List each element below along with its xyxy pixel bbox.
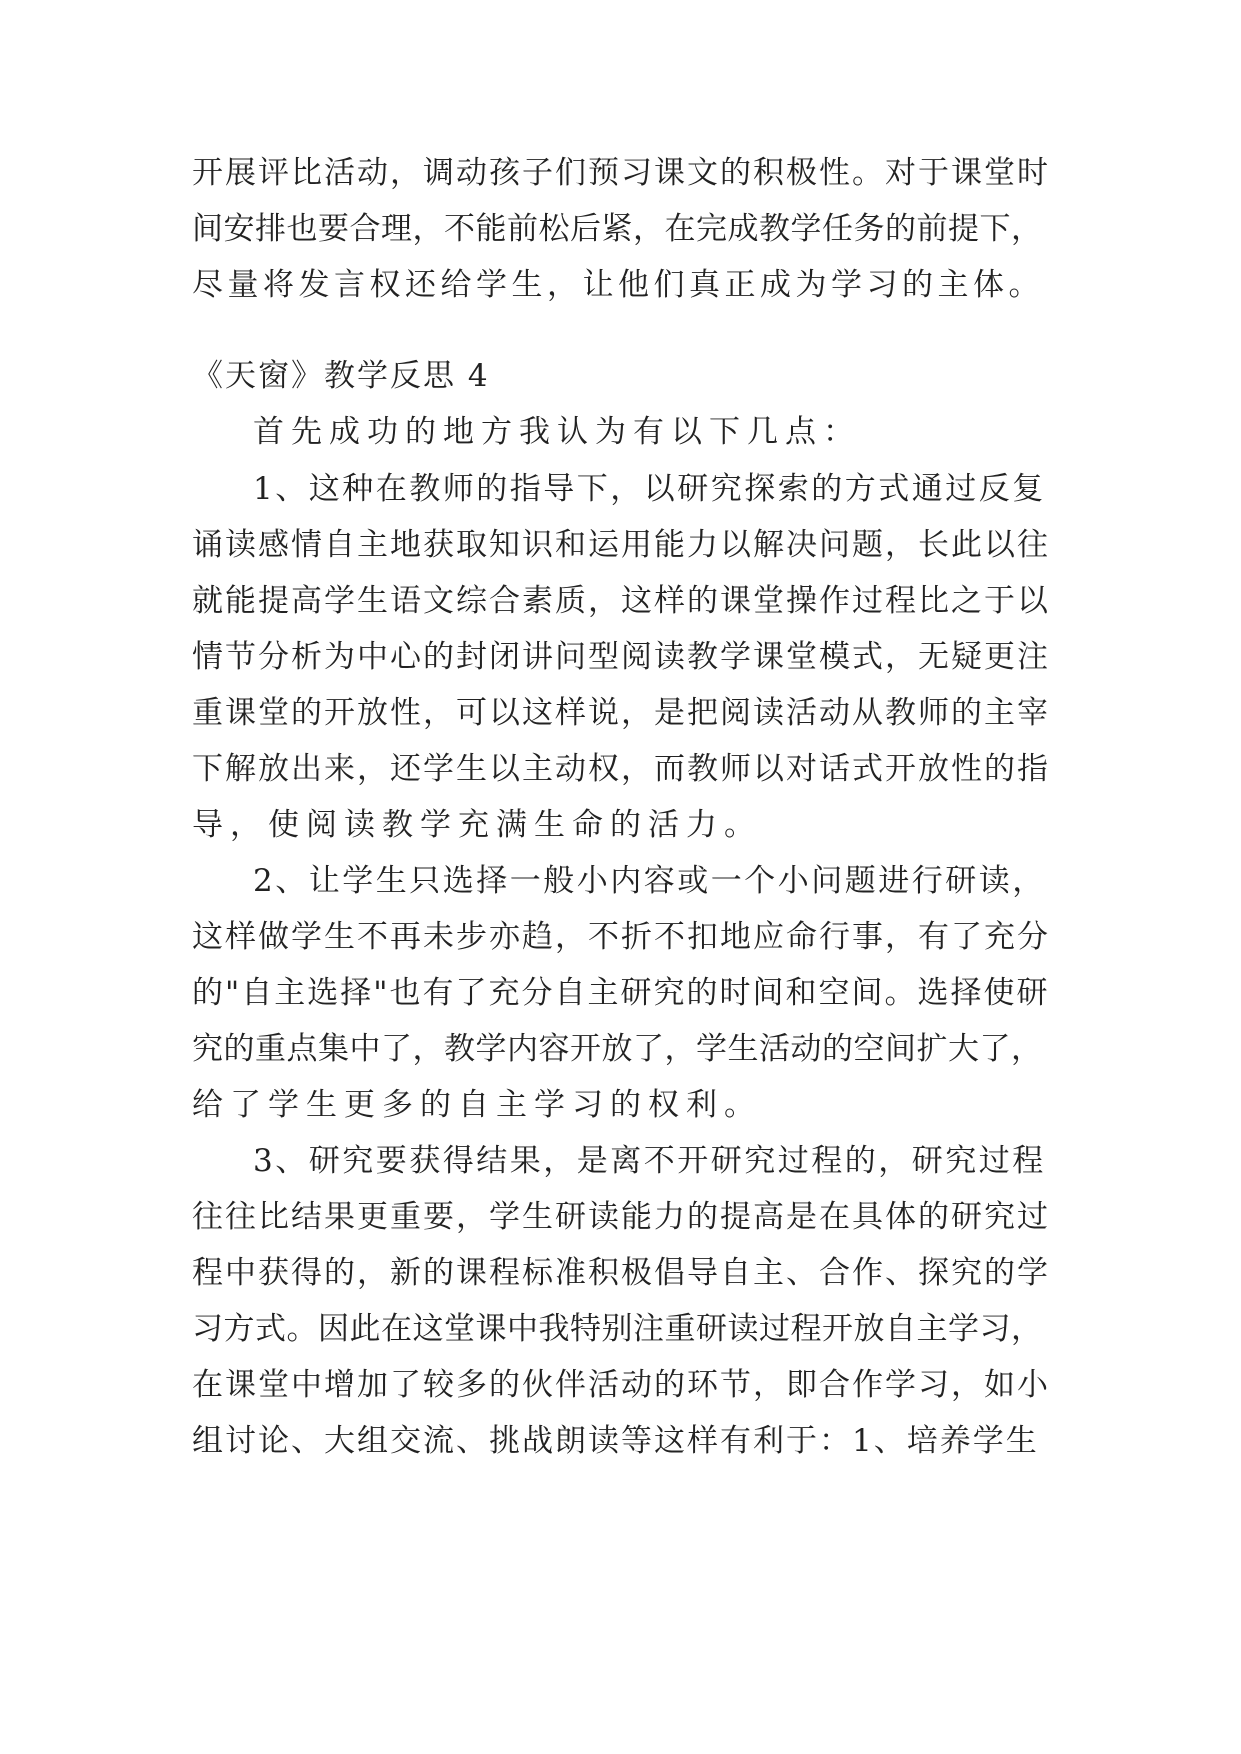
- paragraph-line: 情节分析为中心的封闭讲问型阅读教学课堂模式，无疑更注: [192, 639, 1050, 675]
- paragraph-line: 下解放出来，还学生以主动权，而教师以对话式开放性的指: [192, 751, 1050, 787]
- paragraph-line: 这样做学生不再未步亦趋，不折不扣地应命行事，有了充分: [192, 919, 1050, 955]
- paragraph-line: 2、让学生只选择一般小内容或一个小问题进行研读，: [253, 863, 1046, 899]
- section-heading: 《天窗》教学反思 4: [192, 358, 490, 394]
- paragraph-line: 的"自主选择"也有了充分自主研究的时间和空间。选择使研: [192, 975, 1050, 1011]
- paragraph-line: 程中获得的，新的课程标准积极倡导自主、合作、探究的学: [192, 1255, 1050, 1291]
- paragraph-line: 组讨论、大组交流、挑战朗读等这样有利于：1、培养学生: [192, 1423, 1039, 1459]
- paragraph-line: 开展评比活动，调动孩子们预习课文的积极性。对于课堂时: [192, 155, 1050, 191]
- paragraph-line: 1、这种在教师的指导下，以研究探索的方式通过反复: [253, 471, 1046, 507]
- paragraph-line: 诵读感情自主地获取知识和运用能力以解决问题，长此以往: [192, 527, 1050, 563]
- paragraph-line: 往往比结果更重要，学生研读能力的提高是在具体的研究过: [192, 1199, 1050, 1235]
- paragraph-line: 重课堂的开放性，可以这样说，是把阅读活动从教师的主宰: [192, 695, 1050, 731]
- paragraph-line: 尽量将发言权还给学生，让他们真正成为学习的主体。: [192, 267, 1044, 303]
- paragraph-line: 间安排也要合理，不能前松后紧，在完成教学任务的前提下，: [192, 211, 1043, 247]
- paragraph-line: 习方式。因此在这堂课中我特别注重研读过程开放自主学习，: [192, 1311, 1043, 1347]
- paragraph-line: 导，使阅读教学充满生命的活力。: [192, 807, 762, 843]
- paragraph-line: 究的重点集中了，教学内容开放了，学生活动的空间扩大了，: [192, 1031, 1043, 1067]
- paragraph-line: 在课堂中增加了较多的伙伴活动的环节，即合作学习，如小: [192, 1367, 1050, 1403]
- paragraph-line: 首先成功的地方我认为有以下几点：: [253, 414, 861, 450]
- paragraph-line: 就能提高学生语文综合素质，这样的课堂操作过程比之于以: [192, 583, 1050, 619]
- paragraph-line: 3、研究要获得结果，是离不开研究过程的，研究过程: [253, 1143, 1046, 1179]
- paragraph-line: 给了学生更多的自主学习的权利。: [192, 1087, 762, 1123]
